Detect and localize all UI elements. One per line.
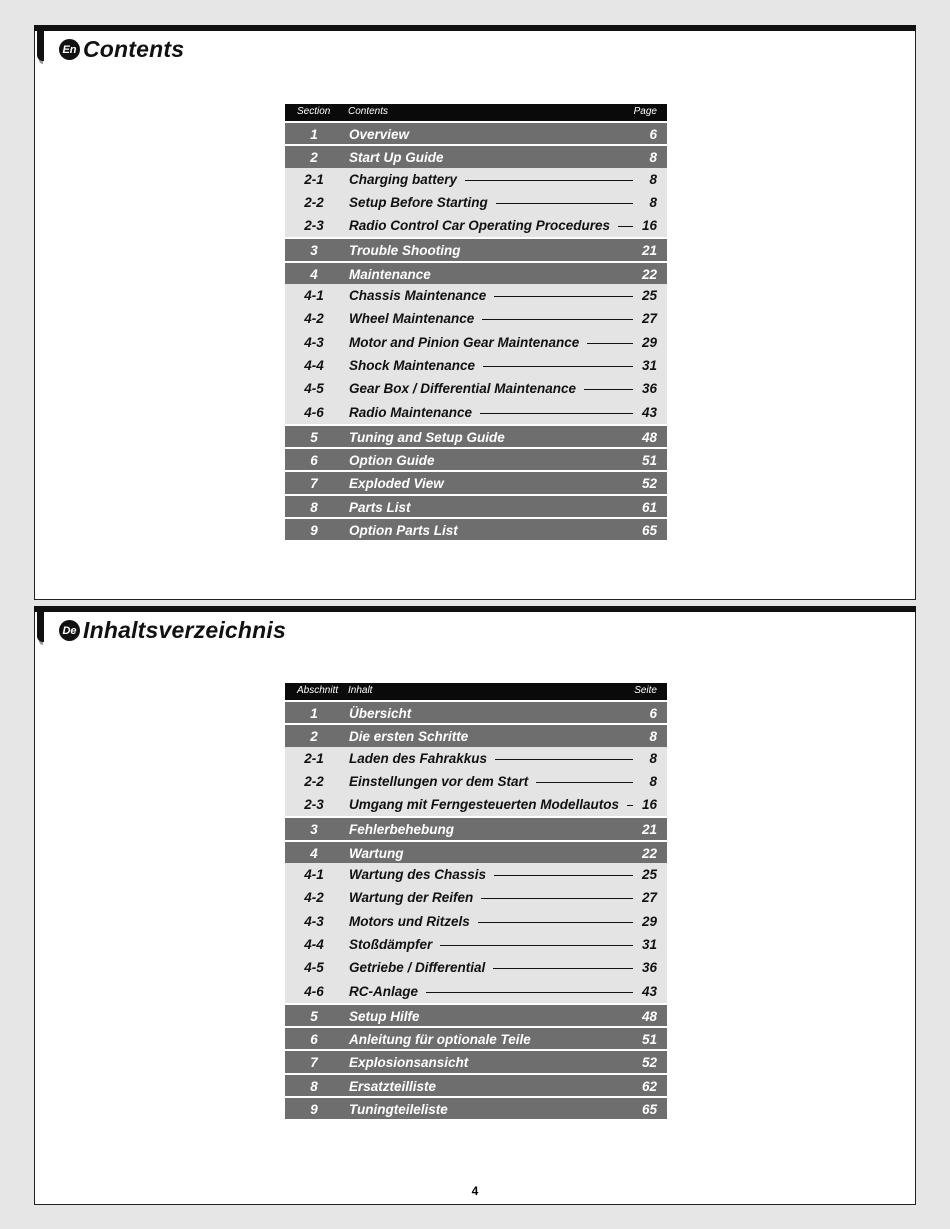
section-number: 4-4 [304, 357, 324, 373]
toc-subsection-row[interactable] [285, 747, 667, 770]
toc-section-row[interactable] [285, 144, 667, 167]
leader-line [493, 968, 633, 969]
page-ref: 29 [641, 913, 657, 929]
toc-section-row[interactable] [285, 840, 667, 863]
header-contents: Inhalt [348, 685, 373, 696]
section-title: Overview [349, 127, 410, 142]
section-number: 1 [310, 127, 318, 142]
section-number: 9 [310, 1102, 318, 1118]
toc-section-row[interactable] [285, 1003, 667, 1026]
leader-line [587, 343, 633, 344]
page-ref: 6 [649, 127, 657, 142]
toc-section-row[interactable] [285, 237, 667, 260]
panel-top-bar [34, 606, 916, 612]
section-number: 4-6 [304, 983, 324, 999]
section-title: RC-Anlage [349, 983, 419, 999]
page-ref: 8 [649, 171, 657, 187]
section-number: 4 [310, 266, 318, 282]
page-ref: 27 [641, 890, 657, 906]
header-section: Abschnitt [297, 685, 339, 696]
page-number: 4 [471, 1184, 479, 1198]
toc-section-row[interactable] [285, 121, 667, 144]
page-ref: 8 [649, 150, 657, 166]
header-page: Page [633, 106, 657, 117]
leader-line [494, 296, 633, 297]
page-ref: 52 [641, 476, 657, 492]
section-number: 2-3 [304, 218, 324, 234]
page-ref: 29 [641, 334, 657, 350]
page-ref: 22 [641, 266, 657, 282]
toc-subsection-row[interactable] [285, 284, 667, 307]
section-title: Option Guide [349, 453, 435, 469]
section-title: Charging battery [349, 171, 458, 187]
toc-rows [285, 121, 667, 540]
header-section: Section [297, 106, 331, 117]
toc-section-row[interactable] [285, 816, 667, 839]
leader-line [495, 759, 633, 760]
corner-bracket [37, 31, 44, 61]
toc-subsection-row[interactable] [285, 886, 667, 909]
page-ref: 48 [641, 429, 657, 445]
toc-header-row [285, 683, 667, 700]
toc-subsection-row[interactable] [285, 980, 667, 1003]
toc-table [285, 104, 667, 540]
section-title: Die ersten Schritte [349, 729, 469, 745]
section-title: Setup Before Starting [349, 194, 488, 210]
page-ref: 8 [649, 729, 657, 745]
toc-subsection-row[interactable] [285, 401, 667, 424]
toc-section-row[interactable] [285, 723, 667, 746]
panel-top-bar [34, 25, 916, 31]
page-ref: 25 [641, 867, 657, 883]
leader-line [478, 922, 633, 923]
leader-line [426, 992, 633, 993]
leader-line [496, 203, 633, 204]
section-number: 4-2 [304, 311, 324, 327]
section-number: 8 [310, 499, 318, 515]
section-number: 6 [310, 453, 318, 469]
page-title: Inhaltsverzeichnis [83, 617, 287, 643]
page-ref: 16 [641, 218, 657, 234]
toc-subsection-row[interactable] [285, 354, 667, 377]
page-ref: 43 [641, 404, 657, 420]
section-number: 2-2 [304, 773, 324, 789]
page-ref: 22 [641, 845, 657, 861]
leader-line [440, 945, 633, 946]
page-ref: 8 [649, 194, 657, 210]
section-title: Übersicht [349, 706, 412, 721]
toc-subsection-row[interactable] [285, 863, 667, 886]
page-ref: 31 [641, 936, 657, 952]
toc-subsection-row[interactable] [285, 770, 667, 793]
section-title: Einstellungen vor dem Start [349, 773, 529, 789]
section-number: 2-3 [304, 797, 324, 813]
section-number: 6 [310, 1032, 318, 1048]
section-title: Exploded View [349, 476, 444, 492]
section-title: Motor and Pinion Gear Maintenance [349, 334, 580, 350]
toc-section-row[interactable] [285, 261, 667, 284]
section-title: Anleitung für optionale Teile [349, 1032, 531, 1048]
toc-section-row[interactable] [285, 494, 667, 517]
section-title: Umgang mit Ferngesteuerten Modellautos [349, 797, 620, 813]
toc-subsection-row[interactable] [285, 793, 667, 816]
toc-subsection-row[interactable] [285, 377, 667, 400]
page-ref: 51 [641, 1032, 657, 1048]
section-number: 8 [310, 1078, 318, 1094]
page-ref: 31 [641, 357, 657, 373]
toc-section-row[interactable] [285, 1049, 667, 1072]
section-number: 4-2 [304, 890, 324, 906]
leader-line [481, 898, 633, 899]
toc-subsection-row[interactable] [285, 168, 667, 191]
section-title: Option Parts List [349, 523, 458, 539]
leader-line [482, 319, 633, 320]
toc-header-row [285, 104, 667, 121]
section-number: 4-5 [304, 960, 324, 976]
section-title: Wartung [349, 845, 404, 861]
page-ref: 65 [641, 1102, 657, 1118]
section-title: Wartung des Chassis [349, 867, 487, 883]
toc-section-row[interactable] [285, 447, 667, 470]
toc-section-row[interactable] [285, 470, 667, 493]
page-ref: 27 [641, 311, 657, 327]
leader-line [584, 389, 633, 390]
language-badge: En [59, 39, 80, 60]
section-title: Setup Hilfe [349, 1008, 420, 1024]
page-ref: 16 [641, 797, 657, 813]
toc-section-row[interactable] [285, 424, 667, 447]
toc-rows [285, 700, 667, 1119]
section-number: 2 [310, 150, 318, 166]
section-number: 4-1 [304, 288, 324, 304]
section-title: Start Up Guide [349, 150, 444, 166]
section-number: 4 [310, 845, 318, 861]
section-title: Shock Maintenance [349, 357, 476, 373]
section-title: Radio Maintenance [349, 404, 473, 420]
section-title: Maintenance [349, 266, 431, 282]
section-number: 5 [310, 1008, 318, 1024]
toc-table [285, 683, 667, 1119]
language-badge: De [59, 620, 80, 641]
toc-section-row[interactable] [285, 1073, 667, 1096]
leader-line [536, 782, 633, 783]
section-number: 3 [310, 822, 318, 838]
leader-line [480, 413, 633, 414]
section-title: Wartung der Reifen [349, 890, 474, 906]
toc-subsection-row[interactable] [285, 331, 667, 354]
english-contents-panel [34, 25, 916, 600]
section-title: Gear Box / Differential Maintenance [349, 381, 577, 397]
section-number: 2 [310, 729, 318, 745]
toc-section-row[interactable] [285, 1026, 667, 1049]
page-ref: 8 [649, 773, 657, 789]
leader-line [465, 180, 633, 181]
section-title: Stoßdämpfer [349, 936, 433, 952]
section-number: 4-5 [304, 381, 324, 397]
toc-section-row[interactable] [285, 700, 667, 723]
toc-section-row[interactable] [285, 1096, 667, 1119]
page-ref: 51 [641, 453, 657, 469]
section-number: 4-6 [304, 404, 324, 420]
section-number: 4-3 [304, 334, 324, 350]
section-number: 5 [310, 429, 318, 445]
toc-subsection-row[interactable] [285, 307, 667, 330]
section-title: Ersatzteilliste [349, 1078, 437, 1094]
toc-section-row[interactable] [285, 517, 667, 540]
section-title: Chassis Maintenance [349, 288, 487, 304]
section-number: 2-1 [304, 750, 324, 766]
section-title: Motors und Ritzels [349, 913, 470, 929]
page-ref: 65 [641, 523, 657, 539]
toc-subsection-row[interactable] [285, 956, 667, 979]
page-ref: 48 [641, 1008, 657, 1024]
section-number: 9 [310, 523, 318, 539]
section-title: Tuningteileliste [349, 1102, 448, 1118]
toc-subsection-row[interactable] [285, 214, 667, 237]
page-ref: 25 [641, 288, 657, 304]
section-number: 7 [310, 476, 318, 492]
section-title: Explosionsansicht [349, 1055, 469, 1071]
german-contents-panel [34, 606, 916, 1205]
section-number: 4-3 [304, 913, 324, 929]
page-title: Contents [83, 36, 185, 62]
section-number: 2-1 [304, 171, 324, 187]
page-ref: 43 [641, 983, 657, 999]
page-ref: 36 [641, 381, 657, 397]
toc-subsection-row[interactable] [285, 933, 667, 956]
section-title: Tuning and Setup Guide [349, 429, 505, 445]
section-number: 7 [310, 1055, 318, 1071]
page-ref: 36 [641, 960, 657, 976]
page-ref: 52 [641, 1055, 657, 1071]
page-ref: 62 [641, 1078, 657, 1094]
page-ref: 61 [641, 499, 657, 515]
section-title: Parts List [349, 499, 411, 515]
panel-heading [59, 617, 286, 644]
corner-bracket [37, 612, 44, 642]
section-title: Radio Control Car Operating Procedures [349, 218, 611, 234]
panel-heading [59, 36, 184, 63]
leader-line [618, 226, 633, 227]
section-title: Laden des Fahrakkus [349, 750, 488, 766]
leader-line [483, 366, 633, 367]
section-title: Fehlerbehebung [349, 822, 455, 838]
toc-subsection-row[interactable] [285, 191, 667, 214]
page-ref: 21 [641, 243, 657, 259]
header-contents: Contents [348, 106, 389, 117]
leader-line [627, 805, 633, 806]
toc-subsection-row[interactable] [285, 910, 667, 933]
section-title: Trouble Shooting [349, 243, 461, 259]
page-ref: 6 [649, 706, 657, 721]
section-title: Wheel Maintenance [349, 311, 475, 327]
section-number: 1 [310, 706, 318, 721]
header-page: Seite [634, 685, 657, 696]
leader-line [494, 875, 633, 876]
section-number: 3 [310, 243, 318, 259]
section-title: Getriebe / Differential [349, 960, 486, 976]
section-number: 4-1 [304, 867, 324, 883]
page-ref: 21 [641, 822, 657, 838]
section-number: 4-4 [304, 936, 324, 952]
section-number: 2-2 [304, 194, 324, 210]
page-ref: 8 [649, 750, 657, 766]
